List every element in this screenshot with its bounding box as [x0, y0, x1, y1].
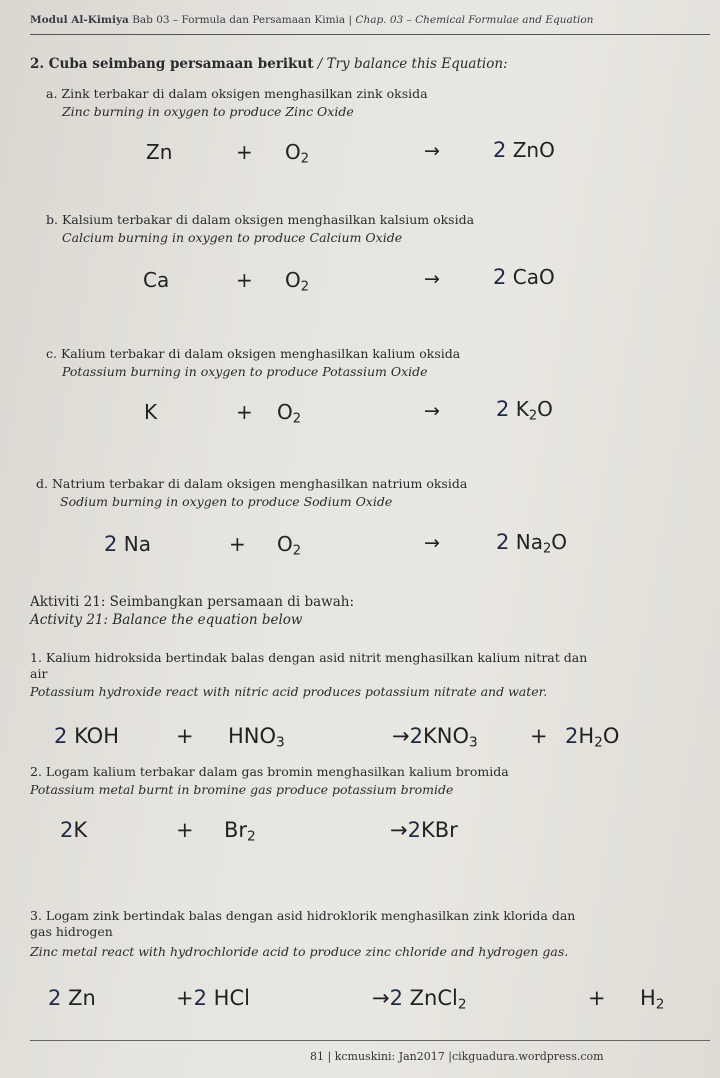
- item-1-ms: 1. Kalium hidroksida bertindak balas dengan asid nitrit menghasilkan kalium nitrat dan: [30, 650, 588, 665]
- item-1-ms-cont: air: [30, 666, 48, 681]
- question-a-en: Zinc burning in oxygen to produce Zinc Oxide: [62, 104, 354, 119]
- coefficient-handwritten: 2: [407, 818, 421, 842]
- eq3-term-2: +2 HCl: [176, 986, 250, 1010]
- eq3-term-1: 2 Zn: [48, 986, 96, 1010]
- question-d-ms: d. Natrium terbakar di dalam oksigen menghasilkan natrium oksida: [36, 476, 468, 491]
- section-title: [30, 56, 508, 72]
- reactant-2: $O_2$: [277, 400, 302, 427]
- eq1-product: $\to 2KNO_3$: [392, 724, 478, 751]
- coefficient-handwritten: 2: [48, 986, 62, 1010]
- reactant-1: K: [144, 400, 158, 424]
- eq1-term-4: $2H_2O$: [565, 724, 620, 751]
- eq2-term-1: 2K: [60, 818, 88, 842]
- coefficient-handwritten: 2: [565, 724, 579, 748]
- eq3-term-4: $H_2$: [640, 986, 665, 1013]
- arrow-icon: →: [424, 400, 440, 422]
- reactant-1: Ca: [143, 268, 170, 292]
- plus-sign: +: [530, 724, 548, 748]
- coefficient-handwritten: 2: [54, 724, 68, 748]
- arrow-icon: →: [392, 724, 410, 748]
- coefficient-handwritten: 2: [60, 818, 74, 842]
- product: 2 CaO: [493, 265, 555, 289]
- footer-separator: |: [327, 1050, 332, 1063]
- coefficient-handwritten: 2: [496, 397, 510, 421]
- section-title-en: / Try balance this Equation:: [317, 56, 508, 72]
- eq2-term-2: $Br_2$: [224, 818, 256, 845]
- module-name: Modul Al-Kimiya: [30, 14, 129, 26]
- activity-title-ms: Aktiviti 21: Seimbangkan persamaan di bawah:: [30, 594, 354, 610]
- arrow-icon: →: [390, 818, 408, 842]
- coefficient-handwritten: 2: [104, 532, 118, 556]
- question-d-en: Sodium burning in oxygen to produce Sodium Oxide: [60, 494, 393, 509]
- eq1-term-1: 2 KOH: [54, 724, 120, 748]
- plus-sign: +: [229, 532, 246, 556]
- reactant-2: $O_2$: [285, 140, 310, 167]
- section-title-ms: 2. Cuba seimbang persamaan berikut: [30, 56, 314, 72]
- reactant-1: Zn: [146, 140, 173, 164]
- item-2-ms: 2. Logam kalium terbakar dalam gas bromin menghasilkan kalium bromida: [30, 764, 509, 779]
- coefficient-handwritten: 2: [389, 986, 403, 1010]
- header-rule: [30, 34, 710, 35]
- item-1-en: Potassium hydroxide react with nitric acid produces potassium nitrate and water.: [30, 684, 548, 699]
- eq1-term-2: $HNO_3$: [228, 724, 285, 751]
- plus-sign: +: [588, 986, 606, 1010]
- coefficient-handwritten: 2: [409, 724, 423, 748]
- question-a-ms: a. Zink terbakar di dalam oksigen menghasilkan zink oksida: [46, 86, 428, 101]
- arrow-icon: →: [372, 986, 390, 1010]
- question-b-ms: b. Kalsium terbakar di dalam oksigen menghasilkan kalsium oksida: [46, 212, 475, 227]
- plus-sign: +: [236, 400, 253, 424]
- item-3-ms: 3. Logam zink bertindak balas dengan asid hidroklorik menghasilkan zink klorida dan: [30, 908, 576, 923]
- item-2-en: Potassium metal burnt in bromine gas produce potassium bromide: [30, 782, 454, 797]
- reactant-1: 2 Na: [104, 532, 151, 556]
- page-header: [30, 14, 710, 26]
- eq2-product: →2KBr: [390, 818, 458, 842]
- plus-sign: +: [236, 268, 253, 292]
- header-separator: |: [348, 14, 353, 26]
- arrow-icon: →: [424, 532, 440, 554]
- arrow-icon: →: [424, 268, 440, 290]
- plus-sign: +: [176, 818, 194, 842]
- reactant-2: $O_2$: [277, 532, 302, 559]
- product: 2 $Na_2O$: [496, 530, 567, 557]
- question-b-en: Calcium burning in oxygen to produce Calcium Oxide: [62, 230, 403, 245]
- reactant-2: $O_2$: [285, 268, 310, 295]
- question-c-en: Potassium burning in oxygen to produce Potassium Oxide: [62, 364, 428, 379]
- coefficient-handwritten: 2: [193, 986, 207, 1010]
- coefficient-handwritten: 2: [493, 265, 507, 289]
- plus-sign: +: [236, 140, 253, 164]
- plus-sign: +: [176, 724, 194, 748]
- page-number: 81: [310, 1050, 324, 1063]
- chapter-title-en: Chap. 03 – Chemical Formulae and Equation: [355, 14, 594, 26]
- item-3-ms-cont: gas hidrogen: [30, 924, 113, 939]
- arrow-icon: →: [424, 140, 440, 162]
- page-footer: [310, 1050, 604, 1063]
- eq3-product: →2 ZnCl$_2$: [372, 986, 467, 1013]
- activity-title-en: Activity 21: Balance the equation below: [30, 612, 303, 628]
- footer-rule: [30, 1040, 710, 1041]
- chapter-title: Bab 03 – Formula dan Persamaan Kimia: [132, 14, 346, 26]
- question-c-ms: c. Kalium terbakar di dalam oksigen menghasilkan kalium oksida: [46, 346, 461, 361]
- footer-credit: kcmuskini: Jan2017 |cikguadura.wordpress.com: [334, 1050, 604, 1063]
- item-3-en: Zinc metal react with hydrochloride acid to produce zinc chloride and hydrogen gas.: [30, 944, 569, 959]
- coefficient-handwritten: 2: [496, 530, 510, 554]
- product: 2 $K_2O$: [496, 397, 553, 424]
- product: 2 ZnO: [493, 138, 555, 162]
- coefficient-handwritten: 2: [493, 138, 507, 162]
